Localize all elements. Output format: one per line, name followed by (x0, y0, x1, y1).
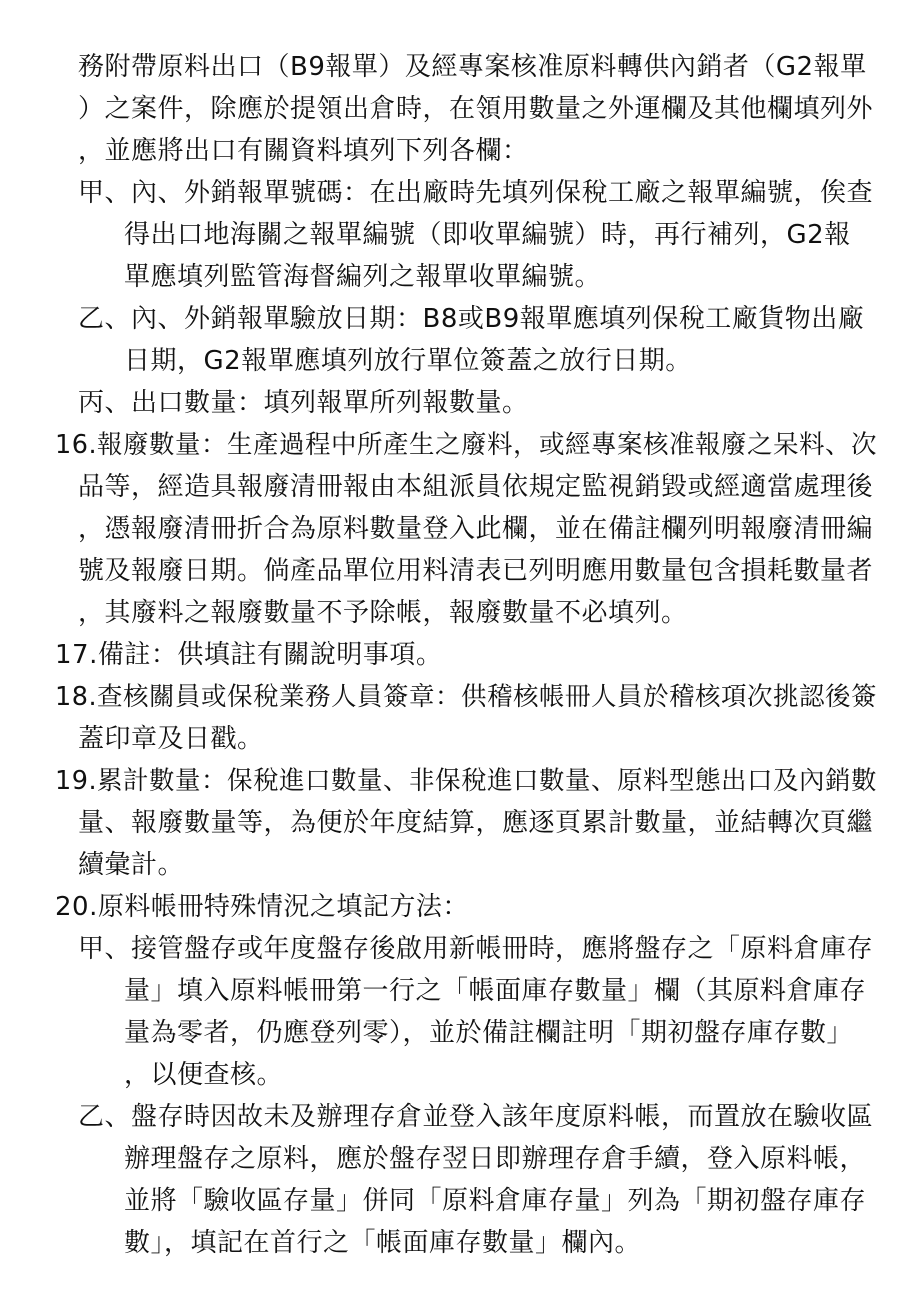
text-line: ，其廢料之報廢數量不予除帳，報廢數量不必填列。 (78, 598, 688, 628)
text-line: 甲、內、外銷報單號碼：在出廠時先填列保稅工廠之報單編號，俟查 (78, 178, 874, 208)
text-line: 18.查核關員或保稅業務人員簽章：供稽核帳冊人員於稽核項次挑認後簽 (55, 682, 878, 712)
text-line: 並將「驗收區存量」併同「原料倉庫存量」列為「期初盤存庫存 (124, 1186, 867, 1216)
text-line: ，並應將出口有關資料填列下列各欄： (78, 136, 529, 166)
text-line: 得出口地海關之報單編號（即收單編號）時，再行補列，G2報 (124, 220, 851, 250)
text-line: 蓋印章及日戳。 (78, 724, 264, 754)
text-line: 乙、盤存時因故未及辦理存倉並登入該年度原料帳，而置放在驗收區 (78, 1102, 874, 1132)
text-line: 數」，填記在首行之「帳面庫存數量」欄內。 (124, 1228, 642, 1258)
text-line: 量」填入原料帳冊第一行之「帳面庫存數量」欄（其原料倉庫存 (124, 976, 867, 1006)
text-line: ）之案件，除應於提領出倉時，在領用數量之外運欄及其他欄填列外 (78, 94, 874, 124)
text-line: 日期，G2報單應填列放行單位簽蓋之放行日期。 (124, 346, 692, 376)
text-line: 16.報廢數量：生產過程中所產生之廢料，或經專案核准報廢之呆料、次 (55, 430, 878, 460)
text-line: 19.累計數量：保稅進口數量、非保稅進口數量、原料型態出口及內銷數 (55, 766, 878, 796)
text-line: 辦理盤存之原料，應於盤存翌日即辦理存倉手續，登入原料帳， (124, 1144, 867, 1174)
text-line: 務附帶原料出口（B9報單）及經專案核准原料轉供內銷者（G2報單 (78, 52, 867, 82)
text-line: 甲、接管盤存或年度盤存後啟用新帳冊時，應將盤存之「原料倉庫存 (78, 934, 874, 964)
text-line: 單應填列監管海督編列之報單收單編號。 (124, 262, 602, 292)
text-line: 品等，經造具報廢清冊報由本組派員依規定監視銷毀或經適當處理後 (78, 472, 874, 502)
text-line: 號及報廢日期。倘產品單位用料清表已列明應用數量包含損耗數量者 (78, 556, 874, 586)
text-line: 20.原料帳冊特殊情況之填記方法： (55, 892, 469, 922)
text-line: 量為零者，仍應登列零），並於備註欄註明「期初盤存庫存數」 (124, 1018, 854, 1048)
text-line: ，以便查核。 (124, 1060, 284, 1090)
text-line: 17.備註：供填註有關說明事項。 (55, 640, 443, 670)
text-line: 量、報廢數量等，為便於年度結算，應逐頁累計數量，並結轉次頁繼 (78, 808, 874, 838)
text-line: 丙、出口數量：填列報單所列報數量。 (78, 388, 529, 418)
text-line: 續彙計。 (78, 850, 185, 880)
text-line: ，憑報廢清冊折合為原料數量登入此欄，並在備註欄列明報廢清冊編 (78, 514, 874, 544)
text-line: 乙、內、外銷報單驗放日期：B8或B9報單應填列保稅工廠貨物出廠 (78, 304, 865, 334)
